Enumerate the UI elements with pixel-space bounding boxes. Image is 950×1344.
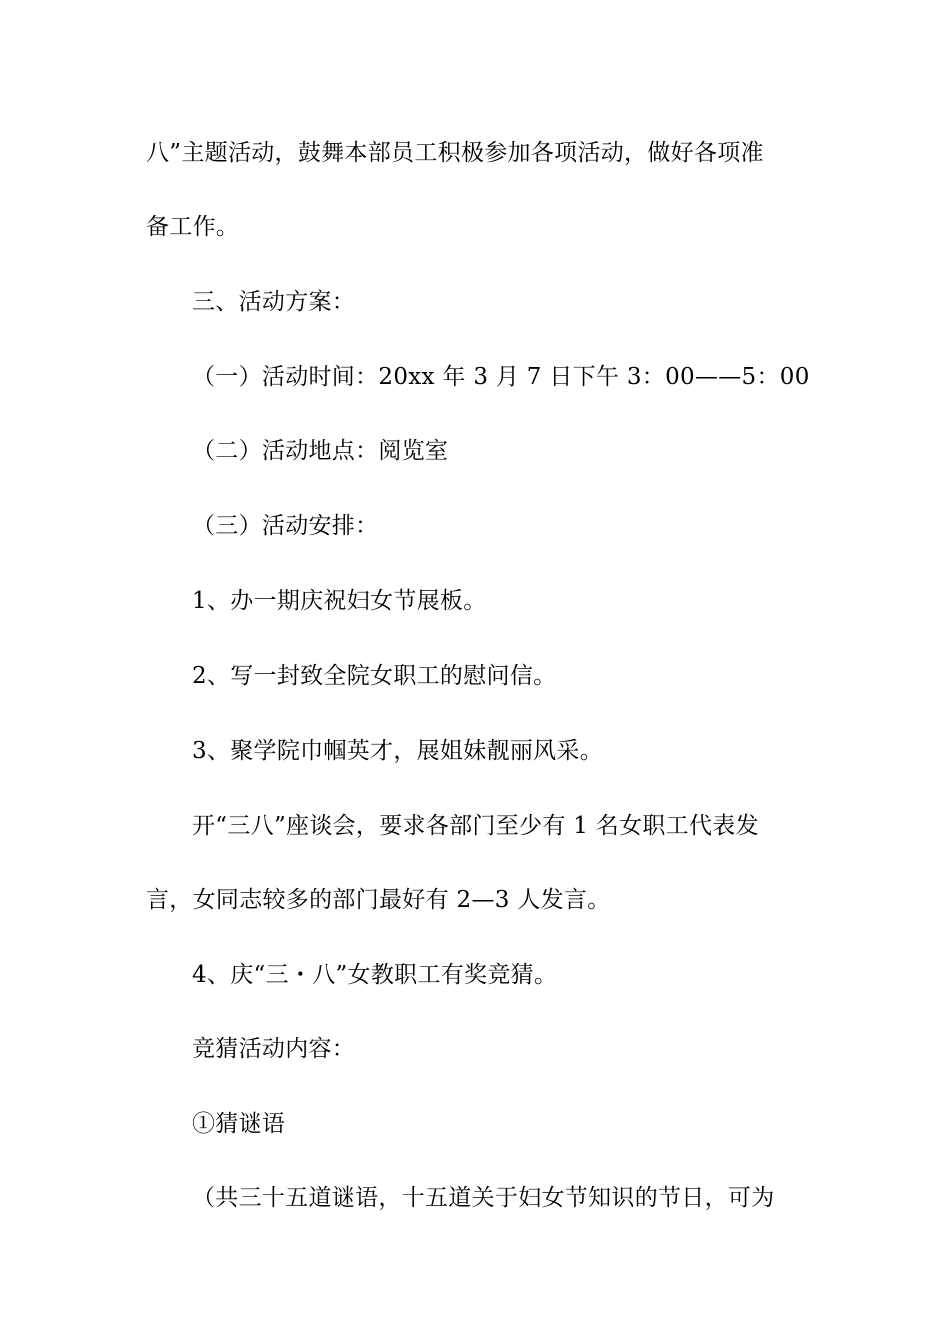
list-item-2: 2、写一封致全院女职工的慰问信。 <box>192 663 557 689</box>
activity-time: （一）活动时间：20xx 年 3 月 7 日下午 3：00——5：00 <box>192 364 810 390</box>
quiz-riddles-description: （共三十五道谜语，十五道关于妇女节知识的节日，可为 <box>192 1185 775 1211</box>
paragraph-symposium-line-1: 开“三八”座谈会，要求各部门至少有 1 名女职工代表发 <box>192 813 759 839</box>
list-item-4: 4、庆“三・八”女教职工有奖竞猜。 <box>192 962 558 988</box>
paragraph-line-end: 备工作。 <box>146 214 240 240</box>
list-item-1: 1、办一期庆祝妇女节展板。 <box>192 588 487 614</box>
activity-arrangement-heading: （三）活动安排： <box>192 513 379 539</box>
paragraph-line-continuation: 八”主题活动，鼓舞本部员工积极参加各项活动，做好各项准 <box>146 140 764 166</box>
activity-location: （二）活动地点：阅览室 <box>192 438 449 464</box>
quiz-item-riddles: ①猜谜语 <box>192 1111 286 1137</box>
paragraph-symposium-line-2: 言，女同志较多的部门最好有 2—3 人发言。 <box>146 887 611 913</box>
list-item-3: 3、聚学院巾帼英才，展姐妹靓丽风采。 <box>192 738 604 764</box>
quiz-content-heading: 竞猜活动内容： <box>192 1036 356 1062</box>
section-heading-plan: 三、活动方案： <box>192 289 356 315</box>
